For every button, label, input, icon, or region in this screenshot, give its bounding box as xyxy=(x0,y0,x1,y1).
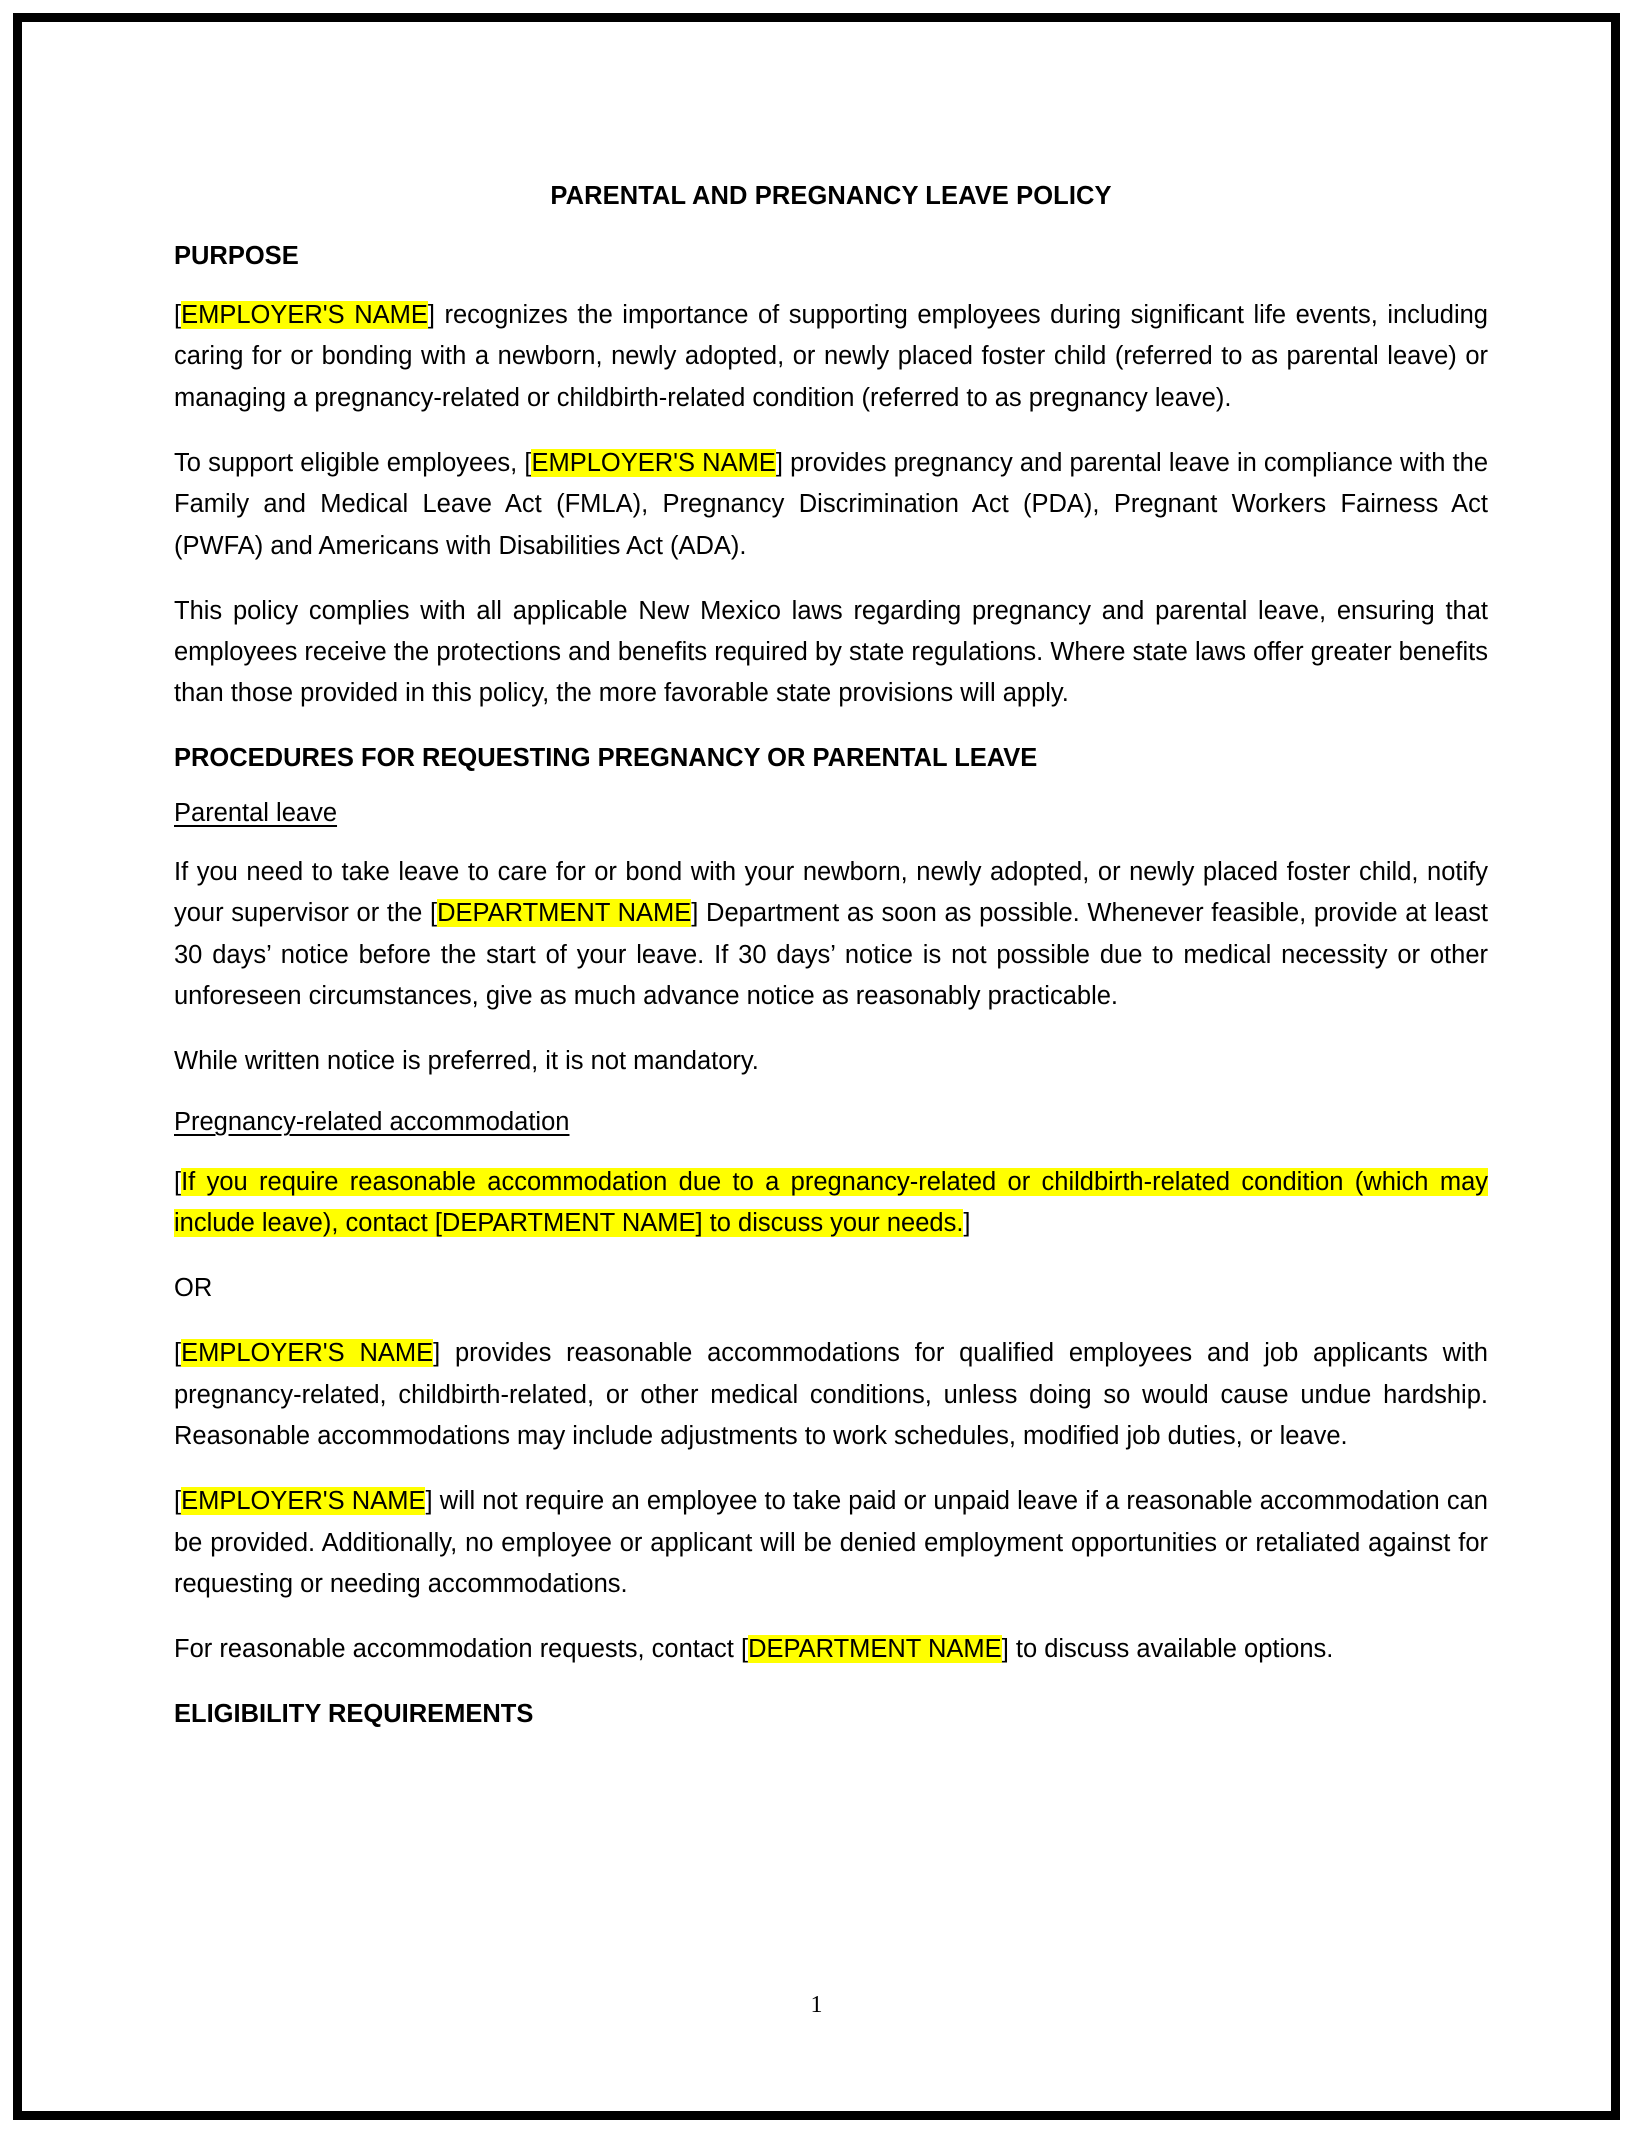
bracket-open: [ xyxy=(174,1487,182,1516)
paragraph-purpose-1 xyxy=(174,295,1488,419)
paragraph-accommodation-optional xyxy=(174,1162,1488,1245)
paragraph-accommodation-4 xyxy=(174,1629,1488,1670)
paragraph-purpose-1-text: ] recognizes the importance of supporting employees during significant life events, including caring for or bonding with a newborn, newly adopted, or newly placed foster child (referred to as parental leave) or managing a pregnancy-related or childbirth-related condition (referred to as pregnancy leave). xyxy=(174,301,1488,412)
bracket-open: [ xyxy=(174,301,182,330)
paragraph-purpose-3: This policy complies with all applicable New Mexico laws regarding pregnancy and parental leave, ensuring that employees receive the protections and benefits required by state regulations. Where state laws offer greater benefits than those provided in this policy, the more favorable state provisions will apply. xyxy=(174,596,1488,708)
paragraph-accommodation-3-text: ] will not require an employee to take paid or unpaid leave if a reasonable accommodation can be provided. Additionally, no employee or applicant will be denied employment opportunities or retaliated against for requesting or needing accommodations. xyxy=(174,1487,1488,1598)
or-divider: OR xyxy=(174,1274,213,1303)
page-number: 1 xyxy=(810,1992,823,2018)
placeholder-employer-name: EMPLOYER'S NAME xyxy=(181,1339,434,1368)
paragraph-purpose-2-lead: To support eligible employees, [ xyxy=(174,448,532,477)
subheading-parental-leave: Parental leave xyxy=(174,798,338,827)
bracket-open: [ xyxy=(174,1339,182,1368)
paragraph-accommodation-2-text: ] provides reasonable accommodations for qualified employees and job applicants with pregnancy-related, childbirth-related, or other medical conditions, unless doing so would cause undue hardship. Reasonable accommodations may include adjustments to work schedules, modified job duties, or leave. xyxy=(174,1339,1488,1451)
placeholder-employer-name: EMPLOYER'S NAME xyxy=(181,1487,426,1516)
document-content-area xyxy=(174,22,1488,2111)
placeholder-employer-name: EMPLOYER'S NAME xyxy=(181,301,428,330)
subheading-pregnancy-accommodation: Pregnancy-related accommodation xyxy=(174,1108,570,1137)
paragraph-purpose-2-text: ] provides pregnancy and parental leave in compliance with the Family and Medical Leave Act (FMLA), Pregnancy Discrimination Act (PDA), Pregnant Workers Fairness Act (PWFA) and Americans with Disabilities Act (ADA). xyxy=(174,448,1488,560)
placeholder-employer-name: EMPLOYER'S NAME xyxy=(531,448,776,477)
paragraph-parental-leave-1-text: ] Department as soon as possible. Whenever feasible, provide at least 30 days’ notice before the start of your leave. If 30 days’ notice is not possible due to medical necessity or other unforeseen circumstances, give as much advance notice as reasonably practicable. xyxy=(174,899,1488,1010)
placeholder-department-name: DEPARTMENT NAME xyxy=(748,1635,1002,1664)
paragraph-parental-leave-1-lead: If you need to take leave to care for or bond with your newborn, newly adopted, or newly placed foster child, notify your supervisor or the [ xyxy=(174,857,1488,928)
heading-purpose: PURPOSE xyxy=(174,241,299,270)
optional-clause-text: If you require reasonable accommodation due to a pregnancy-related or childbirth-related condition (which may include leave), contact [DEPARTMENT NAME] to discuss your needs. xyxy=(174,1167,1488,1237)
page-title: PARENTAL AND PREGNANCY LEAVE POLICY xyxy=(550,182,1112,210)
paragraph-accommodation-3 xyxy=(174,1481,1488,1605)
bracket-close: ] xyxy=(963,1208,971,1237)
paragraph-accommodation-4-lead: For reasonable accommodation requests, contact [ xyxy=(174,1635,749,1664)
paragraph-purpose-2 xyxy=(174,443,1488,567)
paragraph-parental-leave-1 xyxy=(174,852,1488,1017)
heading-eligibility: ELIGIBILITY REQUIREMENTS xyxy=(174,1699,534,1728)
document-page xyxy=(13,13,1620,2120)
heading-procedures: PROCEDURES FOR REQUESTING PREGNANCY OR PARENTAL LEAVE xyxy=(174,743,1038,772)
paragraph-parental-leave-2: While written notice is preferred, it is not mandatory. xyxy=(174,1047,759,1076)
paragraph-accommodation-4-text: ] to discuss available options. xyxy=(1001,1635,1334,1664)
placeholder-department-name: DEPARTMENT NAME xyxy=(437,899,692,928)
paragraph-accommodation-2 xyxy=(174,1333,1488,1457)
bracket-open: [ xyxy=(174,1167,182,1196)
